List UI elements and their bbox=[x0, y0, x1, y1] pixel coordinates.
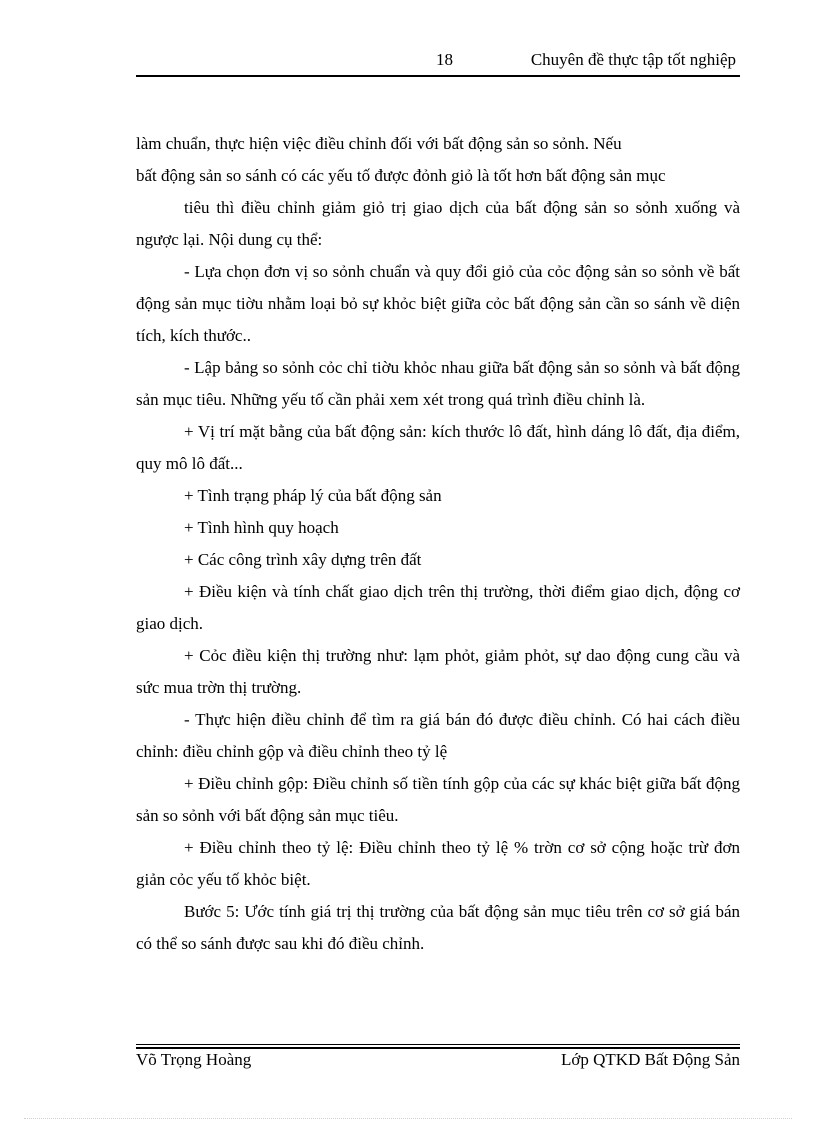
paragraph: + Điều chỉnh gộp: Điều chỉnh số tiền tính gộp của các sự khác biệt giữa bất động sản so sỏnh với bất động sản mục tiêu. bbox=[136, 774, 740, 825]
paragraph: bất động sản so sánh có các yếu tố được đỏnh giỏ là tốt hơn bất động sản mục bbox=[136, 166, 666, 185]
paragraph: làm chuẩn, thực hiện việc điều chỉnh đối với bất động sản so sỏnh. Nếu bbox=[136, 134, 622, 153]
paragraph: tiêu thì điều chỉnh giảm giỏ trị giao dịch của bất động sản so sỏnh xuống và ngược lại. Nội dung cụ thể: bbox=[136, 198, 740, 249]
footer-class: Lớp QTKD Bất Động Sản bbox=[561, 1050, 740, 1069]
page-header bbox=[136, 48, 740, 78]
paragraph: + Tình hình quy hoạch bbox=[184, 518, 339, 537]
footer-rule-thick bbox=[136, 1047, 740, 1049]
paragraph: + Điều kiện và tính chất giao dịch trên thị trường, thời điểm giao dịch, động cơ giao dịch. bbox=[136, 582, 740, 633]
page-footer bbox=[136, 1050, 740, 1076]
paragraph: - Lập bảng so sỏnh cỏc chỉ tiờu khỏc nhau giữa bất động sản so sỏnh và bất động sản mục tiêu. Những yếu tố cần phải xem xét trong quá trình điều chỉnh là. bbox=[136, 358, 740, 409]
footer-author: Võ Trọng Hoàng bbox=[136, 1050, 252, 1069]
paragraph: + Điều chỉnh theo tỷ lệ: Điều chỉnh theo tỷ lệ % trờn cơ sở cộng hoặc trừ đơn giản cỏc yếu tố khỏc biệt. bbox=[136, 838, 740, 889]
page-number: 18 bbox=[436, 50, 453, 69]
paragraph: + Tình trạng pháp lý của bất động sản bbox=[184, 486, 442, 505]
paragraph: + Các công trình xây dựng trên đất bbox=[184, 550, 422, 569]
header-title: Chuyên đề thực tập tốt nghiệp bbox=[530, 50, 736, 69]
paragraph: - Lựa chọn đơn vị so sỏnh chuẩn và quy đổi giỏ của cỏc động sản so sỏnh về bất động sản mục tiờu nhằm loại bỏ sự khỏc biệt giữa cỏc bất động sản cần so sánh về diện tích, kích thước.. bbox=[136, 262, 740, 345]
document-body bbox=[136, 128, 740, 960]
footer-rule bbox=[136, 1044, 740, 1045]
paragraph: + Vị trí mặt bằng của bất động sản: kích thước lô đất, hình dáng lô đất, địa điểm, quy mô lô đất... bbox=[136, 422, 740, 473]
paragraph: Bước 5: Ước tính giá trị thị trường của bất động sản mục tiêu trên cơ sở giá bán có thể so sánh được sau khi đó điều chỉnh. bbox=[136, 902, 740, 953]
paragraph: - Thực hiện điều chỉnh để tìm ra giá bán đó được điều chỉnh. Có hai cách điều chỉnh: điều chỉnh gộp và điều chỉnh theo tỷ lệ bbox=[136, 710, 740, 761]
paragraph: + Cỏc điều kiện thị trường như: lạm phỏt, giảm phỏt, sự dao động cung cầu và sức mua trờn thị trường. bbox=[136, 646, 740, 697]
header-rule bbox=[136, 75, 740, 77]
page-edge-dotted-line bbox=[24, 1118, 792, 1119]
